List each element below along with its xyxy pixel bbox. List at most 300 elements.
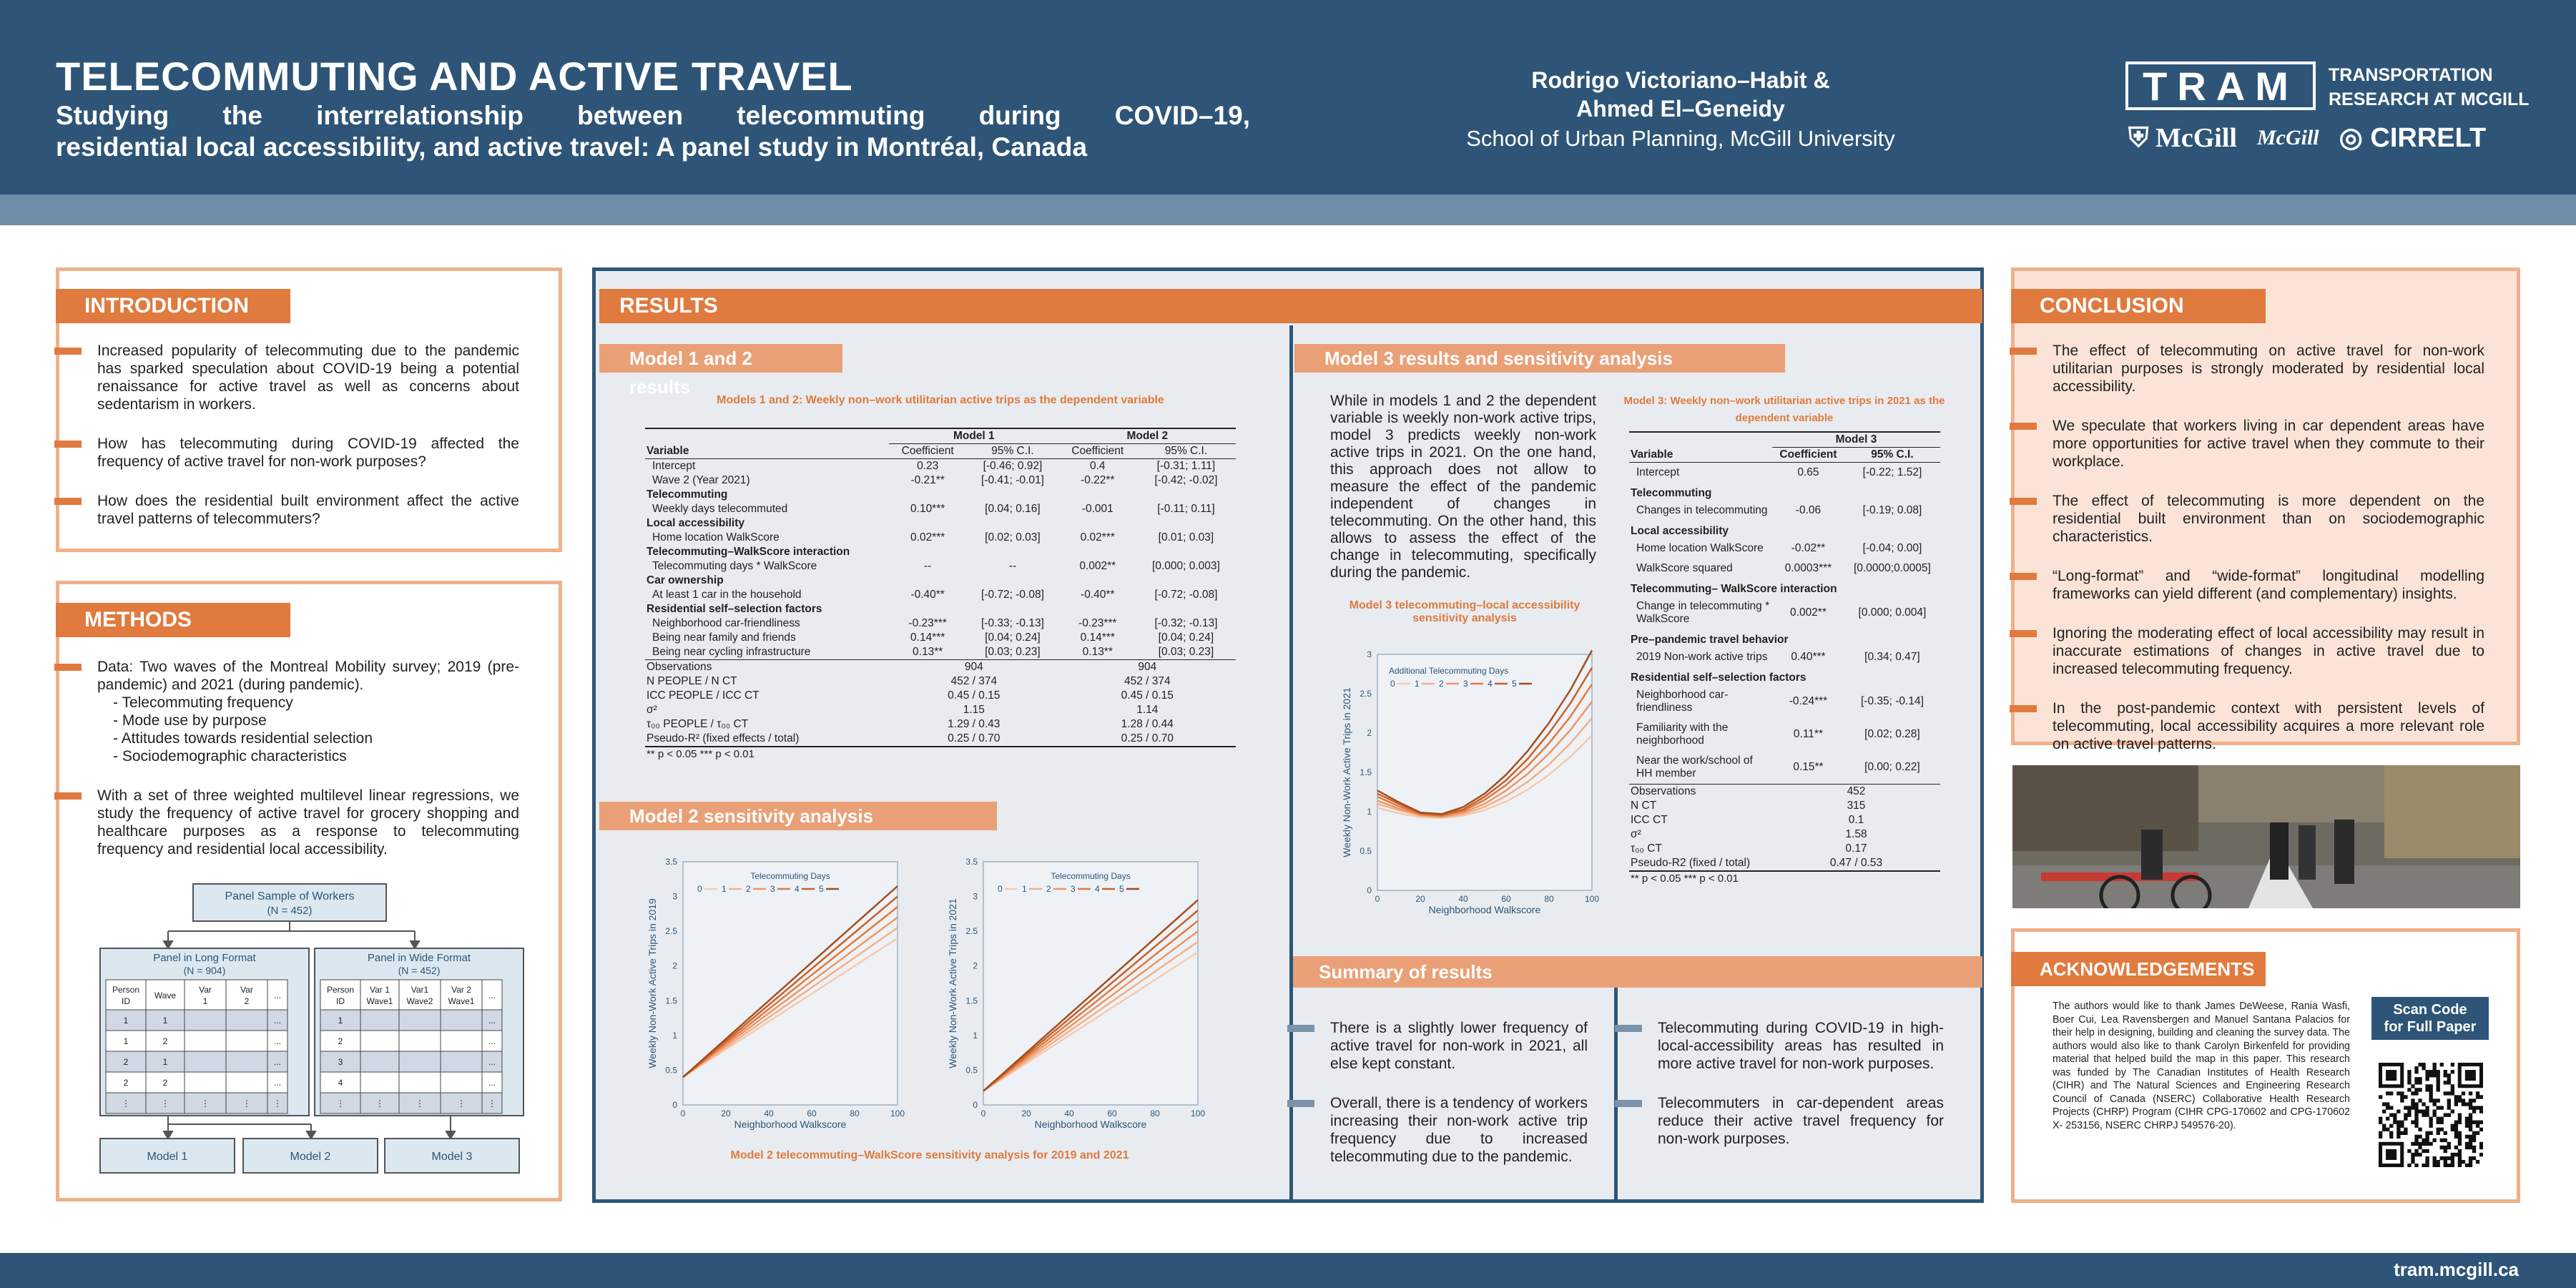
x-tick-label: 60 <box>1107 1108 1117 1119</box>
table-cell: 0.13** <box>913 646 943 658</box>
table-header-text: Wave2 <box>406 996 433 1006</box>
variable-name: Home location WalkScore <box>1636 542 1764 554</box>
list-item: Increased popularity of telecommuting due to the pandemic has sparked speculation about COVID-19 being a potential renaissance for active travel as well as concerns about sedentarism in workers. <box>97 343 519 413</box>
affiliation: School of Urban Planning, McGill University <box>1466 126 1895 151</box>
partner-logos <box>2128 122 2486 154</box>
statistic-name: Pseudo-R2 (fixed / total) <box>1629 856 1772 871</box>
x-tick-label: 0 <box>1375 894 1380 904</box>
table-row <box>645 732 1236 747</box>
wide-format-n: (N = 452) <box>398 965 441 976</box>
model12-table <box>645 428 1236 761</box>
y-tick-label: 3 <box>672 891 677 902</box>
table-cell <box>226 1031 267 1051</box>
list-item: How has telecommuting during COVID-19 affected the frequency of active travel for non-work purposes? <box>97 436 519 470</box>
table-row <box>1629 813 1940 827</box>
legend-entry: 5 <box>819 884 824 894</box>
table-cell <box>185 1010 226 1031</box>
model-1-label: Model 1 <box>147 1151 188 1163</box>
y-tick-label: 0.5 <box>965 1065 978 1076</box>
table-cell: [-0.72; -0.08] <box>1154 589 1218 601</box>
poster-title: TELECOMMUTING AND ACTIVE TRAVEL <box>56 54 853 99</box>
column-header: 95% C.I. <box>1136 444 1236 459</box>
table-cell <box>645 428 889 444</box>
summary-divider <box>1614 988 1618 1202</box>
table-cell-text: 3 <box>338 1057 343 1067</box>
statistic-name: ICC PEOPLE / ICC CT <box>647 689 759 702</box>
group-header: Telecommuting <box>1631 487 1712 499</box>
mcgill-logo: ⛨ McGill <box>2128 122 2237 153</box>
table-header-text: ... <box>488 990 496 1001</box>
table-row <box>645 473 1236 488</box>
table-header-text: ID <box>336 996 345 1006</box>
y-axis-label: Weekly Non-Work Active Trips in 2021 <box>1341 687 1352 857</box>
legend-entry: 4 <box>1095 884 1100 894</box>
variable-header: Variable <box>1629 448 1772 463</box>
table-cell: -0.06 <box>1795 504 1822 516</box>
table-cell: 0.02*** <box>910 531 945 544</box>
model-2-label: Model 2 <box>290 1151 331 1163</box>
table-cell <box>360 1072 399 1093</box>
table-row <box>1629 647 1940 667</box>
model2-sensitivity-heading: Model 2 sensitivity analysis <box>599 802 997 830</box>
y-tick-label: 1.5 <box>1360 767 1372 777</box>
table-row <box>1629 785 1940 800</box>
y-axis-label: Weekly Non-Work Active Trips in 2021 <box>947 898 958 1068</box>
tram-logo: TRAM <box>2125 62 2316 110</box>
variable-name: Near the work/school of HH member <box>1636 754 1753 780</box>
table-row <box>645 545 1236 559</box>
legend-entry: 0 <box>998 884 1003 894</box>
table-cell-text: 2 <box>162 1078 168 1088</box>
table-row <box>645 488 1236 502</box>
table-cell: [-0.22; 1.52] <box>1862 466 1922 478</box>
model-1-header: Model 1 <box>889 428 1059 444</box>
table-row <box>645 689 1236 703</box>
table-cell: 1.58 <box>1845 828 1867 840</box>
table-cell: [-0.31; 1.11] <box>1156 460 1216 472</box>
y-tick-label: 0 <box>672 1100 677 1110</box>
y-tick-label: 2.5 <box>665 926 677 937</box>
y-tick-label: 2 <box>973 960 978 971</box>
table-cell: [-0.72; -0.08] <box>981 589 1044 601</box>
y-tick-label: 3 <box>973 891 978 902</box>
statistic-name: ICC CT <box>1631 814 1668 826</box>
table-row <box>645 602 1236 616</box>
table-header-text: Wave1 <box>366 996 393 1006</box>
table-cell: -0.23*** <box>908 617 947 629</box>
table-cell: 0.02*** <box>1080 531 1115 544</box>
list-item: There is a slightly lower frequency of active travel for non-work in 2021, all else kept constant. <box>1330 1020 1588 1072</box>
poster-subtitle: Studying the interrelationship between telecommuting during COVID–19, residential local accessibility, and active travel: A panel study in Montréal, Canada <box>56 101 1250 162</box>
table-cell: 0.0003*** <box>1784 562 1832 574</box>
table-cell-text: ... <box>273 1057 282 1067</box>
y-tick-label: 0 <box>973 1100 978 1110</box>
statistic-name: σ² <box>647 704 657 716</box>
table-cell: 0.45 / 0.15 <box>948 689 1001 702</box>
table-row <box>645 747 1236 761</box>
table-row <box>1629 685 1940 718</box>
results-heading: RESULTS <box>599 289 1982 323</box>
table-cell: [-0.32; -0.13] <box>1154 617 1218 629</box>
table-cell: 0.002** <box>1790 606 1827 619</box>
conclusion-heading: CONCLUSION <box>2011 289 2266 323</box>
table-cell <box>185 1031 226 1051</box>
table-cell-text: 2 <box>123 1078 129 1088</box>
table-header-text: Var 2 <box>451 985 471 995</box>
cirrelt-logo: ◎ CIRRELT <box>2339 123 2487 153</box>
table-row <box>645 588 1236 602</box>
table-cell-text: ⋮ <box>375 1098 384 1108</box>
group-header: Pre–pandemic travel behavior <box>1631 634 1789 646</box>
table-cell: 0.11** <box>1793 728 1823 740</box>
table-header-text: Person <box>112 985 140 995</box>
long-format-panel <box>100 948 309 1116</box>
x-axis-label: Neighborhood Walkscore <box>1428 904 1541 915</box>
table-cell: 0.1 <box>1848 814 1864 826</box>
table-row <box>1629 871 1940 885</box>
x-tick-label: 100 <box>1584 894 1600 904</box>
x-tick-label: 80 <box>1544 894 1554 904</box>
statistic-name: σ² <box>1631 828 1641 840</box>
statistic-name: N CT <box>1631 800 1657 812</box>
column-header: Coefficient <box>1059 444 1136 459</box>
table-cell-text: 2 <box>162 1036 168 1046</box>
sample-n: (N = 452) <box>267 905 313 917</box>
table-cell: 0.47 / 0.53 <box>1772 856 1940 871</box>
summary-left-list <box>1330 1019 1588 1187</box>
table-cell: -- <box>1008 560 1017 572</box>
results-divider <box>1289 325 1293 1202</box>
variable-name: Telecommuting days * WalkScore <box>652 560 817 572</box>
table-row <box>645 717 1236 732</box>
table-cell <box>399 1072 441 1093</box>
table-header-text: Var <box>199 985 212 995</box>
variable-name: Change in telecommuting * WalkScore <box>1636 600 1770 625</box>
variable-name: Changes in telecommuting <box>1636 504 1768 516</box>
table-row <box>645 674 1236 689</box>
table-cell-text: 2 <box>338 1036 343 1046</box>
table-cell: 0.25 / 0.70 <box>1059 732 1236 747</box>
legend-entry: 1 <box>722 884 727 894</box>
wide-format-panel <box>315 948 523 1116</box>
table-cell: 0.45 / 0.15 <box>1121 689 1174 702</box>
table-row <box>645 428 1236 444</box>
table-cell: [0.04; 0.24] <box>985 631 1041 644</box>
legend-entry: 4 <box>1488 679 1493 689</box>
mcgill-urban-planning-logo: McGill <box>2256 125 2319 149</box>
y-tick-label: 1.5 <box>965 996 978 1006</box>
significance-note: ** p < 0.05 *** p < 0.01 <box>647 748 754 760</box>
legend-entry: 2 <box>1439 679 1444 689</box>
legend-title: Telecommuting Days <box>1051 871 1131 881</box>
table-cell <box>226 1051 267 1072</box>
x-tick-label: 80 <box>1150 1108 1160 1119</box>
legend-entry: 3 <box>1463 679 1468 689</box>
table-cell <box>226 1010 267 1031</box>
table-cell-text: 1 <box>123 1036 129 1046</box>
table-cell-text: ⋮ <box>161 1098 169 1108</box>
y-tick-label: 2 <box>1367 728 1372 738</box>
table-cell-text: 1 <box>123 1016 129 1026</box>
summary-heading: Summary of results <box>1293 956 1982 988</box>
table-cell-text: ... <box>488 1078 496 1088</box>
table-cell: -0.23*** <box>1078 617 1117 629</box>
legend-entry: 3 <box>1071 884 1076 894</box>
table-cell-text: ⋮ <box>416 1098 424 1108</box>
x-tick-label: 20 <box>1415 894 1425 904</box>
x-tick-label: 40 <box>1064 1108 1074 1119</box>
table-cell-text: ⋮ <box>201 1098 210 1108</box>
table-cell-text: ⋮ <box>457 1098 466 1108</box>
y-tick-label: 2.5 <box>1360 689 1372 699</box>
panel-structure-diagram <box>93 880 529 1180</box>
model3-chart-caption: Model 3 telecommuting–local accessibility sensitivity analysis <box>1349 599 1580 624</box>
sample-label: Panel Sample of Workers <box>225 890 355 903</box>
header-stripe <box>0 195 2576 225</box>
table-row <box>645 660 1236 675</box>
table-cell: -- <box>923 560 932 572</box>
statistic-name: N PEOPLE / N CT <box>647 675 737 687</box>
table-row <box>1629 751 1940 785</box>
table-cell: [0.01; 0.03] <box>1158 531 1214 544</box>
y-tick-label: 3.5 <box>665 857 677 867</box>
qr-label: Scan Code for Full Paper <box>2371 997 2489 1040</box>
y-tick-label: 3.5 <box>965 857 978 867</box>
table-cell: 315 <box>1847 800 1866 812</box>
table-cell-text: ⋮ <box>122 1098 130 1108</box>
table-cell: 904 <box>1059 660 1236 675</box>
table-row <box>1629 432 1940 448</box>
table-row <box>1629 521 1940 539</box>
column-header: Coefficient <box>889 444 966 459</box>
x-tick-label: 20 <box>1021 1108 1031 1119</box>
group-header: Residential self–selection factors <box>1631 672 1806 684</box>
list-item: Data: Two waves of the Montreal Mobility survey; 2019 (pre-pandemic) and 2021 (during pandemic). - Telecommuting frequency - Mode use by purpose - Attitudes towards residential selection - Sociodemographic characteristics <box>97 659 519 765</box>
table-row <box>645 502 1236 516</box>
statistic-name: τ₀₀ CT <box>1631 842 1662 855</box>
long-format-n: (N = 904) <box>183 965 226 976</box>
table-cell: -0.02** <box>1791 542 1826 554</box>
long-format-title: Panel in Long Format <box>153 952 256 964</box>
table-row <box>645 645 1236 660</box>
legend-entry: 0 <box>697 884 702 894</box>
table-cell-text: 1 <box>162 1057 168 1067</box>
wide-format-title: Panel in Wide Format <box>367 952 471 964</box>
table-cell <box>360 1051 399 1072</box>
table-cell-text: ... <box>273 1036 282 1046</box>
variable-name: WalkScore squared <box>1636 562 1733 574</box>
table-cell: 1.14 <box>1136 704 1159 716</box>
model-3-header: Model 3 <box>1772 432 1940 448</box>
table-cell: 452 <box>1772 785 1940 800</box>
sensitivity-chart-2019 <box>629 855 915 1141</box>
legend-entry: 2 <box>1046 884 1051 894</box>
header <box>0 0 2576 195</box>
table-cell: 0.17 <box>1845 842 1867 855</box>
model3-description: While in models 1 and 2 the dependent variable is weekly non-work active trips, model 3 predicts weekly non-work active trips in 2021. On the one hand, this approach does not allow to measure the effect of the pandemic independent of changes in telecommuting. On the other hand, this allows to assess the effect of the change in telecommuting, specifically during the pandemic. <box>1330 393 1596 581</box>
table-row <box>1629 448 1940 463</box>
legend-entry: 0 <box>1390 679 1395 689</box>
y-tick-label: 0.5 <box>665 1065 677 1076</box>
table-row <box>645 559 1236 574</box>
table-cell: 0.10*** <box>910 503 945 515</box>
list-item: With a set of three weighted multilevel linear regressions, we study the frequency of active travel for grocery shopping and healthcare purposes as a response to telecommuting frequency and residential local accessibility. <box>97 787 519 857</box>
model-3-label: Model 3 <box>431 1151 473 1163</box>
table-cell: -0.001 <box>1081 503 1114 515</box>
table-cell: [0.000; 0.003] <box>1152 560 1220 572</box>
x-tick-label: 0 <box>980 1108 986 1119</box>
legend-title: Additional Telecommuting Days <box>1389 666 1509 676</box>
table-header-text: Var <box>240 985 253 995</box>
table-cell <box>441 1072 482 1093</box>
street-photo <box>2012 765 2520 908</box>
footer-url[interactable]: tram.mcgill.ca <box>2394 1259 2519 1280</box>
table-cell: [0.02; 0.03] <box>985 531 1041 544</box>
variable-name: Home location WalkScore <box>652 531 780 544</box>
legend-entry: 5 <box>1512 679 1517 689</box>
variable-name: 2019 Non-work active trips <box>1636 651 1768 663</box>
table-header-text: Wave <box>154 990 177 1001</box>
model12-table-caption: Models 1 and 2: Weekly non–work utilitarian active trips as the dependent variable <box>717 394 1164 406</box>
variable-name: Neighborhood car-friendliness <box>652 617 800 629</box>
table-cell: -0.21** <box>910 474 945 486</box>
table-cell <box>226 1072 267 1093</box>
table-row <box>645 459 1236 474</box>
x-tick-label: 60 <box>1501 894 1511 904</box>
column-header: Coefficient <box>1772 448 1844 463</box>
list-item: The effect of telecommuting on active travel for non-work utilitarian purposes is strongly moderated by residential local accessibility. <box>2053 343 2484 395</box>
table-cell: [0.0000;0.0005] <box>1854 562 1931 574</box>
introduction-list <box>97 342 519 549</box>
list-item: Telecommuting during COVID-19 in high-local-accessibility areas has resulted in more active travel for non-work purposes. <box>1658 1020 1944 1072</box>
table-cell <box>441 1010 482 1031</box>
x-tick-label: 60 <box>807 1108 817 1119</box>
variable-name: Familiarity with the neighborhood <box>1636 722 1729 747</box>
model3-sensitivity-chart <box>1322 636 1601 930</box>
group-header: Telecommuting–WalkScore interaction <box>647 546 850 558</box>
table-row <box>1629 463 1940 483</box>
significance-note: ** p < 0.05 *** p < 0.01 <box>1631 872 1739 885</box>
table-row <box>1629 629 1940 647</box>
table-row <box>645 703 1236 717</box>
table-cell-text: ... <box>273 1078 282 1088</box>
y-tick-label: 0 <box>1367 885 1372 895</box>
list-item: In the post-pandemic context with persistent levels of telecommuting, local accessibility acquires a more relevant role on active travel patterns. <box>2053 700 2484 752</box>
table-row <box>1629 483 1940 501</box>
model12-heading: Model 1 and 2 results <box>599 344 842 373</box>
variable-name: Weekly days telecommuted <box>652 503 788 515</box>
table-cell-text: 2 <box>123 1057 129 1067</box>
legend-title: Telecommuting Days <box>750 871 830 881</box>
y-tick-label: 1.5 <box>665 996 677 1006</box>
column-header: 95% C.I. <box>966 444 1058 459</box>
x-tick-label: 100 <box>890 1108 905 1119</box>
table-cell <box>360 1010 399 1031</box>
methods-list <box>97 658 519 880</box>
legend-entry: 1 <box>1415 679 1420 689</box>
y-tick-label: 1 <box>973 1030 978 1041</box>
table-cell <box>399 1010 441 1031</box>
table-cell: 0.65 <box>1797 466 1819 478</box>
data-sublist <box>97 694 519 765</box>
authors: Rodrigo Victoriano–Habit & Ahmed El–Geneidy <box>1531 67 1830 122</box>
table-cell-text: ... <box>273 1016 282 1026</box>
y-tick-label: 0.5 <box>1360 846 1372 856</box>
acknowledgements-heading: ACKNOWLEDGEMENTS <box>2011 952 2266 986</box>
group-header: Telecommuting <box>647 488 728 501</box>
table-row <box>645 574 1236 588</box>
table-row <box>1629 718 1940 751</box>
table-cell: 0.14*** <box>1080 631 1115 644</box>
table-cell: [-0.46; 0.92] <box>983 460 1043 472</box>
table-cell-text: ⋮ <box>336 1098 345 1108</box>
table-cell <box>441 1051 482 1072</box>
legend-entry: 2 <box>746 884 751 894</box>
table-row <box>645 531 1236 545</box>
introduction-heading: INTRODUCTION <box>56 289 290 323</box>
table-cell <box>441 1031 482 1051</box>
summary-right-list <box>1658 1019 1944 1169</box>
table-cell-text: ... <box>488 1036 496 1046</box>
qr-code-icon[interactable] <box>2379 1063 2483 1167</box>
table-cell: 0.14*** <box>910 631 945 644</box>
table-cell: -0.22** <box>1081 474 1115 486</box>
table-cell: 0.13** <box>1082 646 1113 658</box>
table-cell-text: 1 <box>338 1016 343 1026</box>
list-item: Overall, there is a tendency of workers increasing their non-work active trip frequency due to increased telecommuting due to the pandemic. <box>1330 1095 1588 1165</box>
model2-sensitivity-caption: Model 2 telecommuting–WalkScore sensitivity analysis for 2019 and 2021 <box>730 1149 1129 1161</box>
table-cell: [0.03; 0.23] <box>985 646 1041 658</box>
table-row <box>645 616 1236 631</box>
table-header-text: Person <box>326 985 355 995</box>
variable-name: Being near cycling infrastructure <box>652 646 811 658</box>
sensitivity-chart-2021 <box>930 855 1216 1141</box>
table-row <box>1629 559 1940 579</box>
table-row <box>645 516 1236 531</box>
table-cell-text: ... <box>488 1057 496 1067</box>
table-cell: [-0.04; 0.00] <box>1862 542 1922 554</box>
x-axis-label: Neighborhood Walkscore <box>1034 1119 1147 1130</box>
table-header-text: 2 <box>244 996 250 1006</box>
statistic-name: Pseudo-R² (fixed effects / total) <box>645 732 889 747</box>
list-item: We speculate that workers living in car dependent areas have more opportunities for active travel when they commute to their workplace. <box>2053 418 2484 470</box>
table-cell: [0.000; 0.004] <box>1858 606 1927 619</box>
model-2-header: Model 2 <box>1059 428 1236 444</box>
y-tick-label: 1 <box>672 1030 677 1041</box>
variable-header: Variable <box>645 444 889 459</box>
table-cell-text: 4 <box>338 1078 343 1088</box>
table-header-text: Var1 <box>411 985 429 995</box>
x-tick-label: 80 <box>850 1108 860 1119</box>
x-tick-label: 20 <box>721 1108 731 1119</box>
table-cell <box>1629 432 1772 448</box>
table-cell: [-0.11; 0.11] <box>1157 503 1215 515</box>
tram-subtitle: TRANSPORTATION RESEARCH AT MCGILL <box>2329 65 2530 109</box>
table-row <box>1629 579 1940 596</box>
x-tick-label: 40 <box>764 1108 774 1119</box>
x-axis-label: Neighborhood Walkscore <box>734 1119 847 1130</box>
table-header-text: ... <box>273 990 282 1001</box>
table-cell: 0.15** <box>1793 761 1824 773</box>
table-cell: 0.4 <box>1089 460 1106 472</box>
column-header: 95% C.I. <box>1844 448 1940 463</box>
table-row <box>1629 827 1940 842</box>
table-cell: 0.25 / 0.70 <box>889 732 1059 747</box>
y-tick-label: 2.5 <box>965 926 978 937</box>
variable-name: Wave 2 (Year 2021) <box>652 474 750 486</box>
table-cell: [-0.19; 0.08] <box>1862 504 1922 516</box>
acknowledgements-text: The authors would like to thank James DeWeese, Rania Wasfi, Boer Cui, Lea Ravensbergen and Manuel Santana Palacios for their help in designing, building and cleaning the survey data. The authors would also like to thank Carolyn Birkenfeld for providing material that helped build the map in this paper. This research was funded by The Canadian Institutes of Health Research (CIHR) and The Natural Sciences and Engineering Research Council of Canada (NSERC) Collaborative Health Research Projects (CHRP) Program (CIHR CPG-170602 and CPG-170602 X- 253156, NSERC CHRPJ 549576-20). <box>2053 1001 2350 1131</box>
